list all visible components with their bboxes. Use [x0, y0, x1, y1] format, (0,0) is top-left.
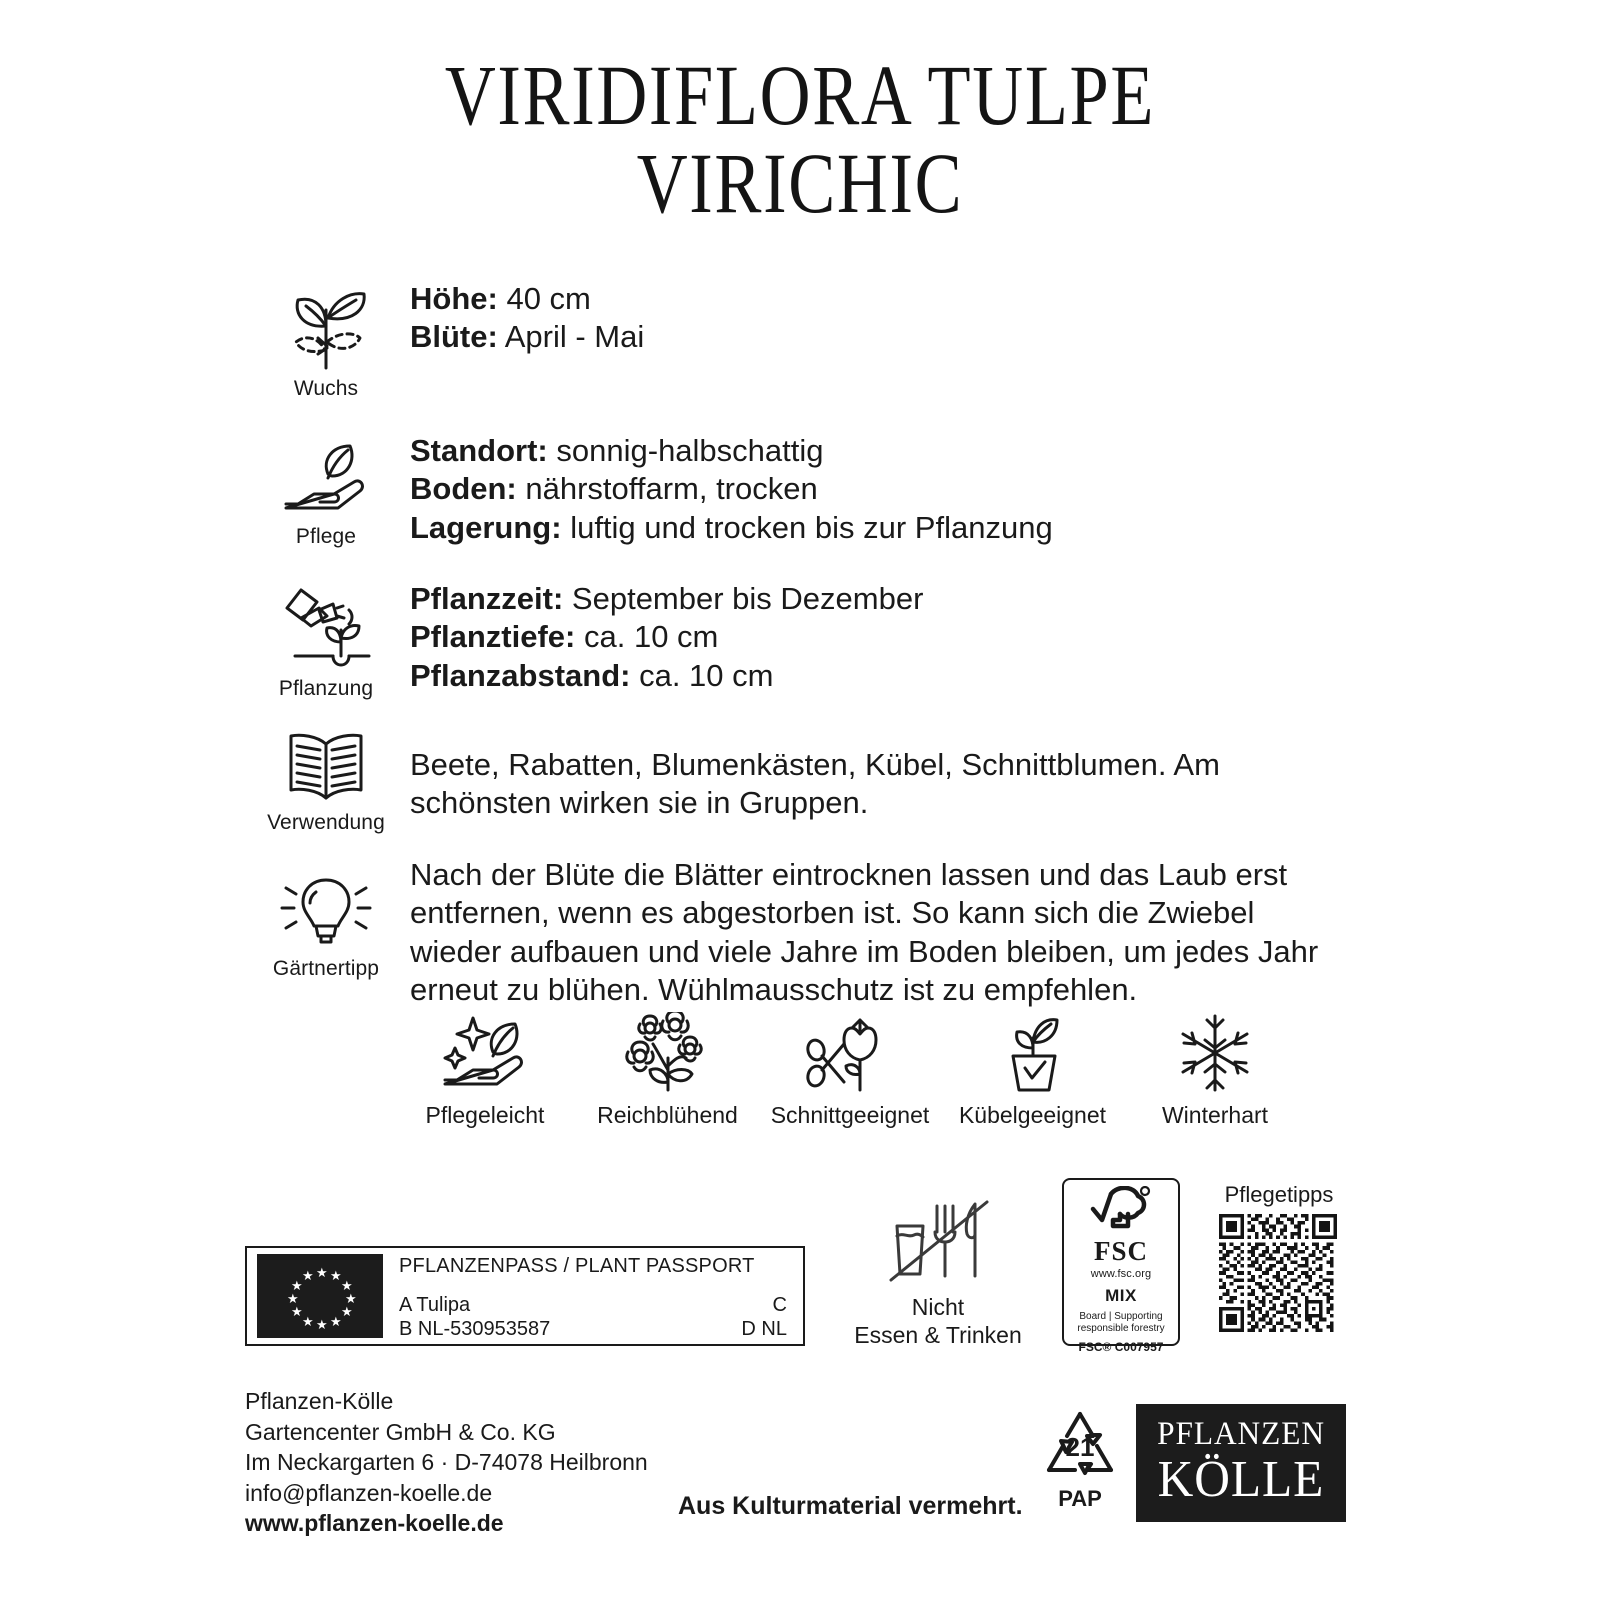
open-book-icon — [283, 730, 369, 806]
info-row-pflege — [0, 432, 1600, 580]
passport-fields — [383, 1254, 793, 1338]
qr-group — [1212, 1182, 1346, 1332]
fsc-description: Board | Supporting responsible forestry — [1077, 1311, 1165, 1334]
potted-plant-check-icon — [985, 1012, 1081, 1094]
passport-field-b: B NL-530953587 — [399, 1318, 551, 1340]
lagerung-value: luftig und trocken bis zur Pflanzung — [570, 509, 1053, 545]
feature-kuebelgeeignet — [948, 1012, 1118, 1129]
lightbulb-idea-icon — [280, 870, 372, 952]
no-eat-line1: Nicht — [911, 1294, 965, 1320]
info-row-pflanzung — [0, 580, 1600, 730]
passport-field-d: D NL — [741, 1318, 787, 1340]
address-website[interactable]: www.pflanzen-koelle.de — [245, 1510, 504, 1537]
hoehe-value: 40 cm — [506, 281, 591, 316]
info-section — [0, 280, 1600, 1042]
pflanzabstand-label: Pflanzabstand: — [410, 657, 631, 693]
info-row-wuchs — [0, 280, 1600, 432]
pflege-caption: Pflege — [295, 525, 357, 548]
feature-label: Kübelgeeignet — [958, 1102, 1107, 1128]
no-eat-drink-group — [848, 1192, 1028, 1349]
hand-leaf-care-icon — [278, 438, 374, 520]
bluete-label: Blüte: — [410, 319, 498, 355]
qr-label: Pflegetipps — [1224, 1182, 1334, 1207]
address-line-2: Gartencenter GmbH & Co. KG — [245, 1418, 556, 1445]
pflanztiefe-label: Pflanztiefe: — [410, 619, 576, 655]
no-eat-line2: Essen & Trinken — [854, 1321, 1022, 1348]
standort-label: Standort: — [410, 433, 548, 468]
verwendung-caption: Verwendung — [267, 811, 385, 834]
passport-heading: PFLANZENPASS / PLANT PASSPORT — [399, 1255, 755, 1277]
pflanzabstand-value: ca. 10 cm — [639, 657, 774, 693]
wuchs-text — [410, 280, 644, 357]
passport-field-c: C — [772, 1294, 787, 1316]
plant-growth-icon — [278, 280, 374, 372]
title-line-1: VIRIDIFLORA TULPE — [444, 47, 1156, 143]
pap-recycling-group — [1032, 1408, 1128, 1512]
qr-code[interactable] — [1212, 1214, 1344, 1332]
snowflake-icon — [1167, 1012, 1263, 1094]
brand-line-1: PFLANZEN — [1157, 1416, 1325, 1452]
lagerung-label: Lagerung: — [410, 509, 562, 545]
kulturmaterial-note: Aus Kulturmaterial vermehrt. — [678, 1492, 1023, 1520]
verwendung-icon-group — [246, 730, 406, 835]
standort-value: sonnig-halbschattig — [556, 433, 824, 468]
wuchs-caption: Wuchs — [293, 377, 359, 400]
fsc-tree-checkmark-icon — [1090, 1186, 1152, 1232]
boden-label: Boden: — [410, 471, 517, 507]
feature-icon-strip — [400, 1012, 1300, 1129]
feature-label: Reichblühend — [597, 1102, 738, 1128]
flower-bouquet-icon — [620, 1012, 716, 1094]
feature-winterhart — [1130, 1012, 1300, 1129]
plant-passport-box — [245, 1246, 805, 1346]
watering-can-seedling-icon — [277, 580, 375, 672]
fsc-url: www.fsc.org — [1090, 1268, 1152, 1280]
feature-reichbluehend — [583, 1012, 753, 1129]
address-line-1: Pflanzen-Kölle — [245, 1388, 394, 1414]
scissors-tulip-icon — [802, 1012, 898, 1094]
company-address — [245, 1386, 648, 1539]
fsc-label — [1062, 1178, 1180, 1354]
title-line-2: VIRICHIC — [636, 134, 964, 231]
info-row-verwendung — [0, 730, 1600, 852]
brand-line-2: KÖLLE — [1157, 1451, 1325, 1508]
gaertnertipp-icon-group — [246, 870, 406, 981]
feature-schnittgeeignet — [765, 1012, 935, 1129]
fsc-wordmark: FSC — [1093, 1236, 1148, 1266]
verwendung-text: Beete, Rabatten, Blumenkästen, Kübel, Schnittblumen. Am schönsten wirken sie in Gruppen. — [410, 747, 1220, 821]
feature-label: Schnittgeeignet — [770, 1102, 930, 1128]
brand-logo — [1136, 1404, 1346, 1522]
passport-field-a: A Tulipa — [399, 1294, 471, 1316]
gaertnertipp-caption: Gärtnertipp — [272, 957, 380, 980]
eu-flag-icon: ★ ★ ★ ★ ★ ★ ★ ★ ★ ★ ★ ★ — [257, 1254, 383, 1338]
gaertnertipp-text: Nach der Blüte die Blätter eintrocknen lassen und das Laub erst entfernen, wenn es abgestorben ist. So kann sich die Zwiebel wieder aufbauen und viele Jahre im Boden bleiben, um jedes Jahr erneut zu blühen. Wühlmausschutz ist zu empfehlen. — [410, 857, 1319, 1008]
sparkle-leaf-hand-icon — [437, 1012, 533, 1094]
boden-value: nährstoffarm, trocken — [525, 471, 818, 507]
pflanzung-caption: Pflanzung — [278, 677, 374, 700]
pflanzung-icon-group — [246, 580, 406, 701]
pflege-text — [410, 432, 1053, 547]
wuchs-icon-group — [246, 280, 406, 401]
pflanztiefe-value: ca. 10 cm — [583, 619, 719, 655]
address-line-3: Im Neckargarten 6 · D-74078 Heilbronn — [245, 1449, 648, 1476]
recycling-arrows-icon — [1037, 1408, 1123, 1486]
no-eating-drinking-icon — [883, 1192, 993, 1288]
feature-label: Pflegeleicht — [425, 1102, 545, 1128]
address-email: info@pflanzen-koelle.de — [245, 1479, 493, 1506]
pap-label: PAP — [1058, 1486, 1102, 1511]
bluete-value: April - Mai — [504, 319, 645, 355]
feature-label: Winterhart — [1161, 1102, 1269, 1128]
pflanzzeit-label: Pflanzzeit: — [410, 581, 564, 616]
feature-pflegeleicht — [400, 1012, 570, 1129]
page-title — [144, 47, 1456, 231]
pap-number: 21 — [1065, 1432, 1095, 1462]
fsc-code: FSC® C007957 — [1078, 1340, 1164, 1354]
pflanzung-text — [410, 580, 923, 695]
pflanzzeit-value: September bis Dezember — [571, 581, 924, 616]
hoehe-label: Höhe: — [410, 281, 498, 316]
fsc-mix-label: MIX — [1105, 1286, 1137, 1305]
pflege-icon-group — [246, 438, 406, 549]
